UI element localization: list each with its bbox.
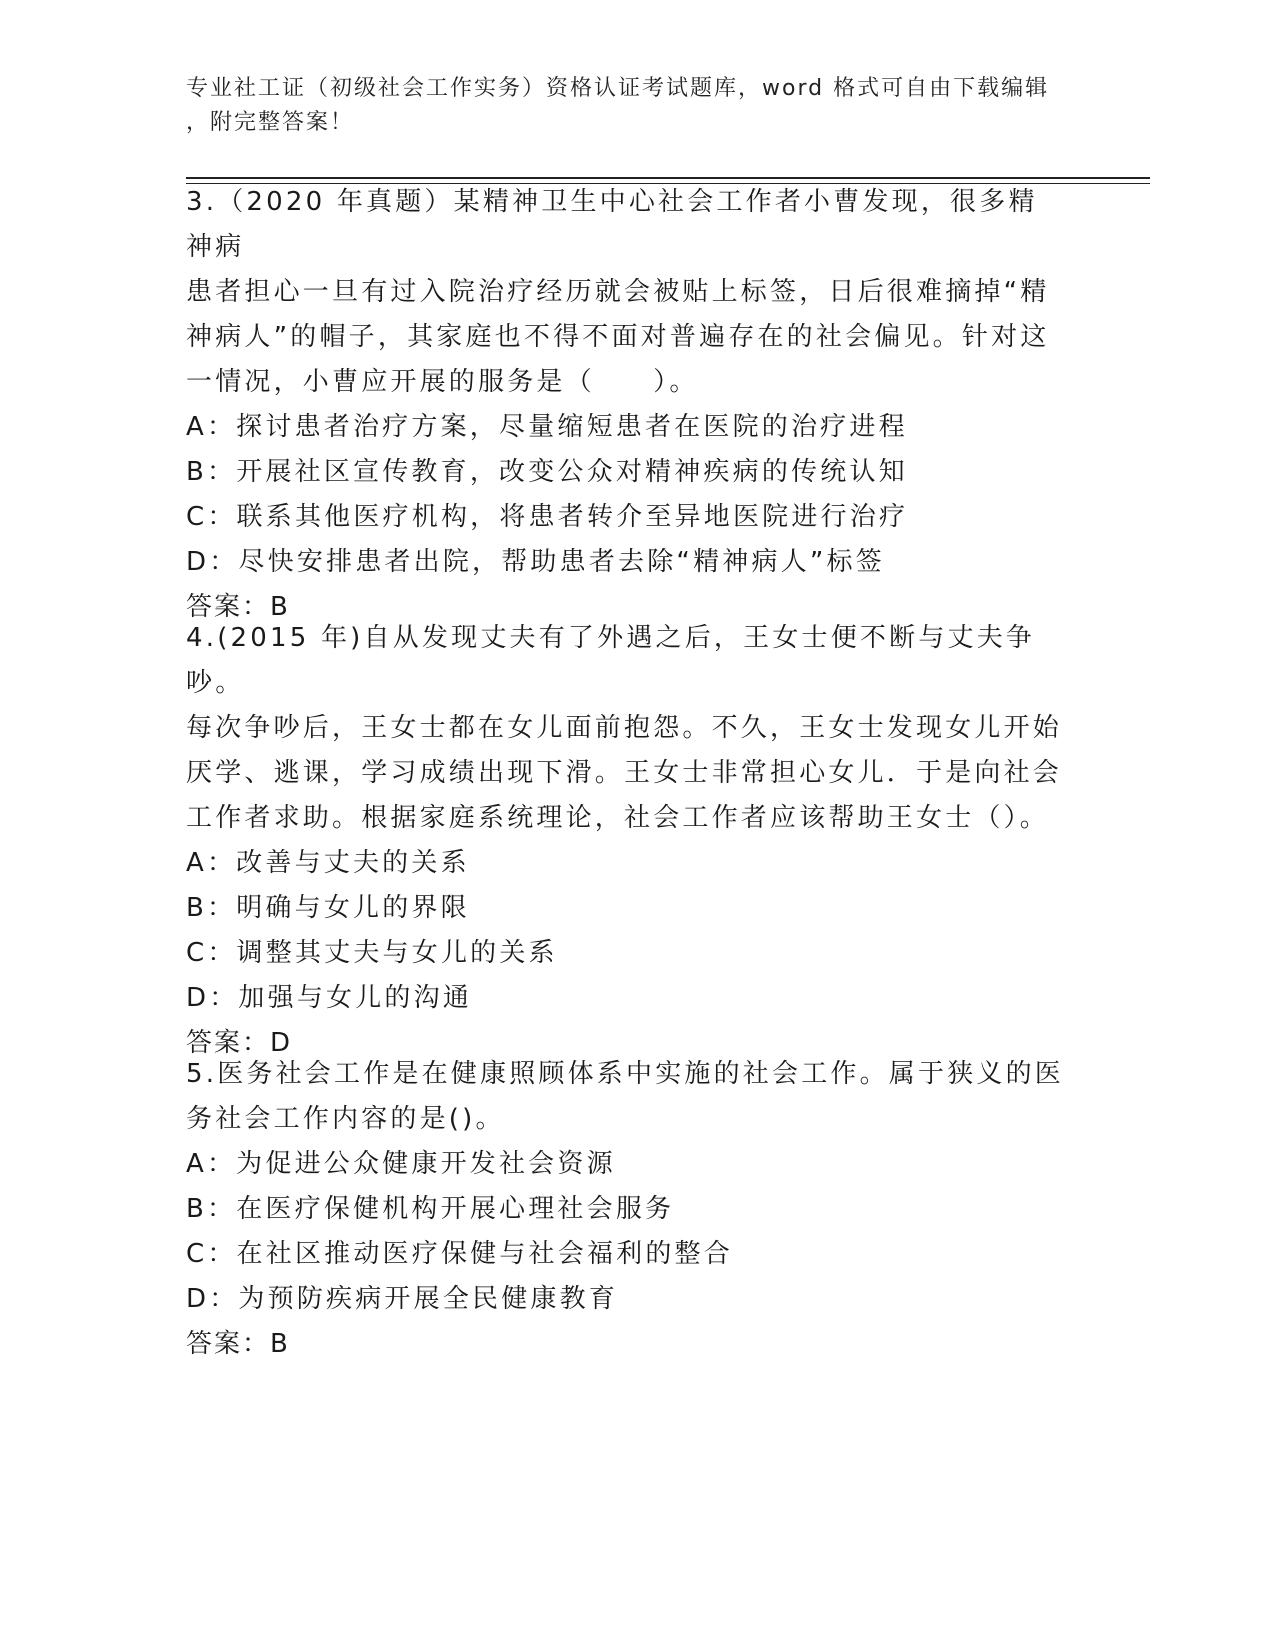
question-stem-line: 一情况，小曹应开展的服务是（ ）。 — [186, 367, 699, 397]
answer-line: 答案：D — [186, 1028, 293, 1058]
answer-line: 答案：B — [186, 592, 290, 622]
header-divider-thick — [186, 177, 1150, 179]
option-b: B：在医疗保健机构开展心理社会服务 — [186, 1194, 675, 1224]
question-stem-line: 3.（2020 年真题）某精神卫生中心社会工作者小曹发现，很多精神病 — [186, 187, 1038, 262]
option-a: A：改善与丈夫的关系 — [186, 848, 470, 878]
question-5 — [186, 1052, 1066, 1367]
option-a: A：探讨患者治疗方案，尽量缩短患者在医院的治疗进程 — [186, 412, 908, 442]
question-3 — [186, 180, 1066, 630]
option-d: D：加强与女儿的沟通 — [186, 983, 473, 1013]
option-c: C：联系其他医疗机构，将患者转介至异地医院进行治疗 — [186, 502, 909, 532]
question-stem-line: 厌学、逃课，学习成绩出现下滑。王女士非常担心女儿．于是向社会 — [186, 758, 1063, 788]
question-stem-line: 务社会工作内容的是()。 — [186, 1104, 505, 1134]
option-d: D：为预防疾病开展全民健康教育 — [186, 1284, 619, 1314]
answer-line: 答案：B — [186, 1329, 290, 1359]
option-b: B：明确与女儿的界限 — [186, 893, 470, 923]
question-stem-line: 工作者求助。根据家庭系统理论，社会工作者应该帮助王女士（）。 — [186, 803, 1050, 833]
question-stem-line: 4.(2015 年)自从发现丈夫有了外遇之后，王女士便不断与丈夫争吵。 — [186, 623, 1036, 698]
document-header — [186, 72, 1066, 140]
question-stem-line: 每次争吵后，王女士都在女儿面前抱怨。不久，王女士发现女儿开始 — [186, 713, 1063, 743]
option-b: B：开展社区宣传教育，改变公众对精神疾病的传统认知 — [186, 457, 908, 487]
option-d: D：尽快安排患者出院，帮助患者去除“精神病人”标签 — [186, 547, 885, 577]
option-a: A：为促进公众健康开发社会资源 — [186, 1149, 616, 1179]
question-stem-line: 患者担心一旦有过入院治疗经历就会被贴上标签，日后很难摘掉“精 — [186, 277, 1050, 307]
option-c: C：调整其丈夫与女儿的关系 — [186, 938, 558, 968]
header-line-1: 专业社工证（初级社会工作实务）资格认证考试题库，word 格式可自由下载编辑 — [186, 76, 1050, 101]
header-line-2: ，附完整答案！ — [186, 110, 355, 135]
question-4 — [186, 616, 1066, 1066]
question-stem-line: 神病人”的帽子，其家庭也不得不面对普遍存在的社会偏见。针对这 — [186, 322, 1050, 352]
question-stem-line: 5.医务社会工作是在健康照顾体系中实施的社会工作。属于狭义的医 — [186, 1059, 1065, 1089]
option-c: C：在社区推动医疗保健与社会福利的整合 — [186, 1239, 733, 1269]
